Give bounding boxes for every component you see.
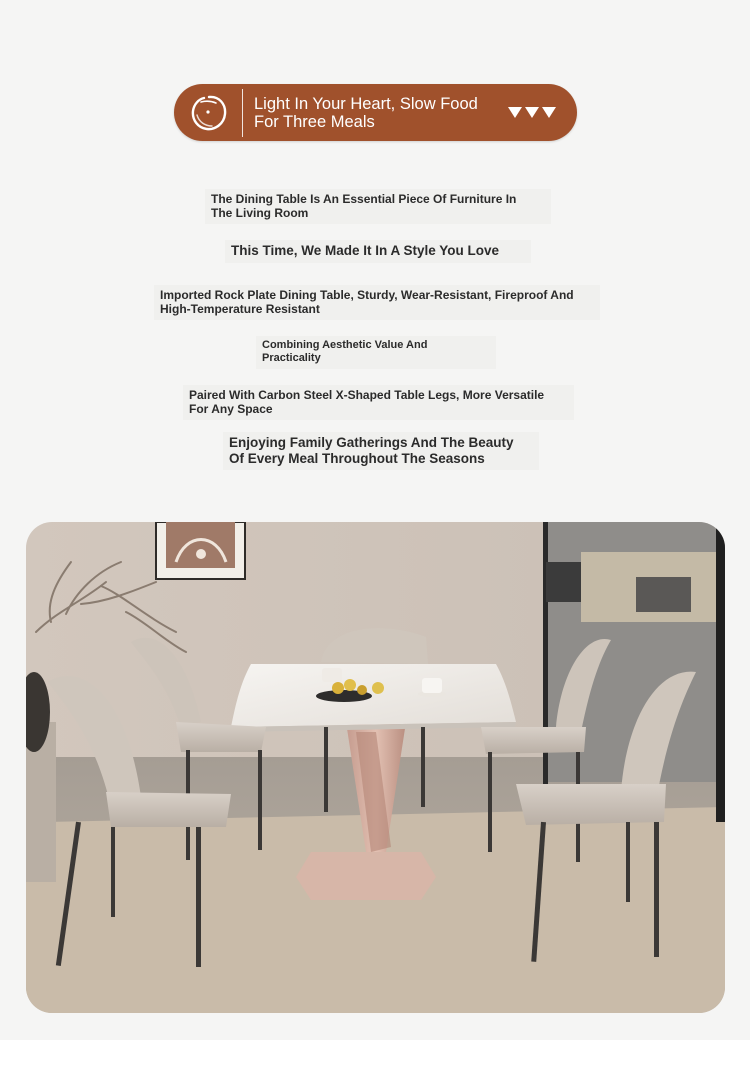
description-line: Enjoying Family Gatherings And The Beauty Of Every Meal Throughout The Seasons — [223, 432, 539, 470]
triangle-down-icon — [525, 107, 539, 118]
banner-title: Light In Your Heart, Slow Food For Three Meals — [254, 94, 478, 131]
triangle-down-icon — [542, 107, 556, 118]
triangle-down-icon — [508, 107, 522, 118]
description-line: Imported Rock Plate Dining Table, Sturdy, Wear-Resistant, Fireproof And High-Temperature Resistant — [154, 285, 600, 320]
banner-arrows — [508, 107, 556, 118]
title-banner — [174, 84, 577, 141]
description-line: This Time, We Made It In A Style You Love — [225, 240, 531, 263]
banner-divider — [242, 89, 243, 137]
brush-circle-icon — [179, 84, 239, 141]
description-line: The Dining Table Is An Essential Piece Of Furniture In The Living Room — [205, 189, 551, 224]
bottom-band — [0, 1040, 750, 1073]
description-line: Combining Aesthetic Value And Practicality — [256, 336, 496, 369]
description-line: Paired With Carbon Steel X-Shaped Table Legs, More Versatile For Any Space — [183, 385, 574, 420]
dining-room-photo — [26, 522, 725, 1013]
